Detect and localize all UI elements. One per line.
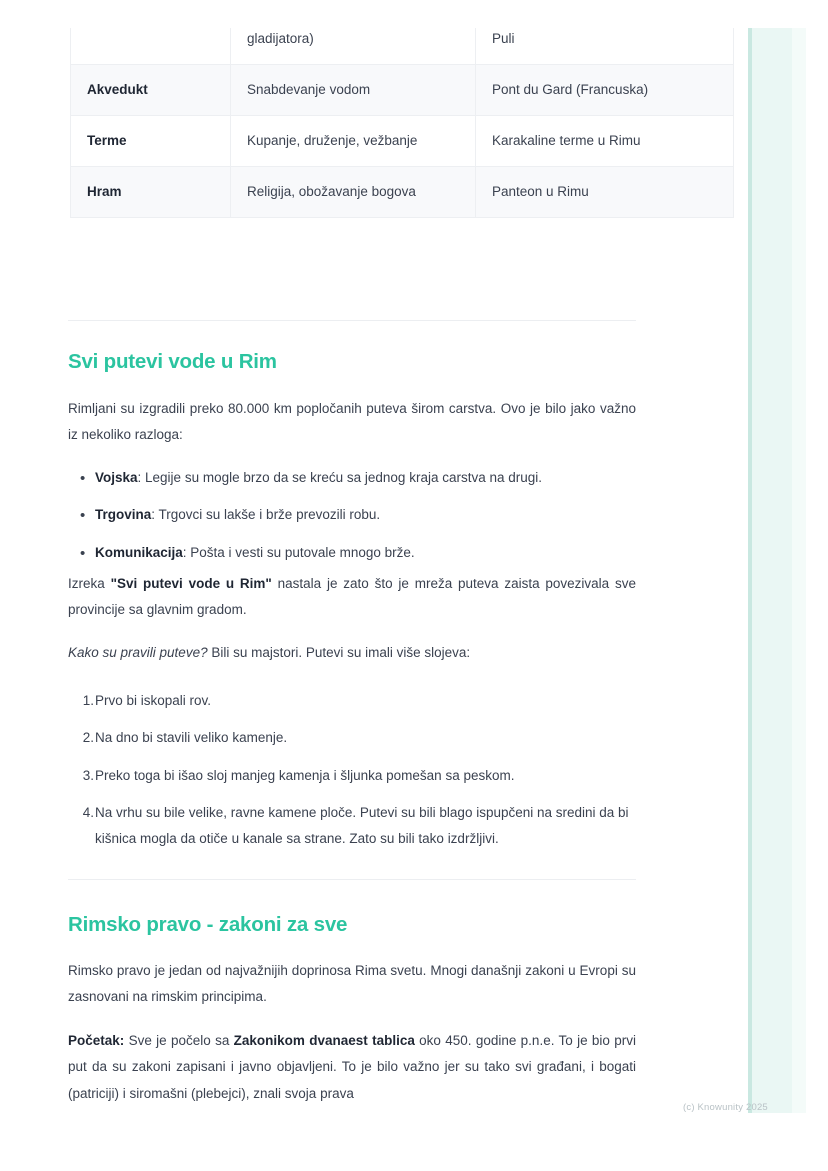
list-item (68, 725, 636, 751)
table-body (71, 28, 734, 217)
horizontal-rule (68, 320, 636, 321)
list-item-label: Trgovina (95, 507, 152, 523)
paragraph-text (68, 1028, 636, 1107)
roads-howto-paragraph (68, 640, 636, 666)
table-cell-purpose: Snabdevanje vodom (231, 65, 476, 116)
table-row (71, 28, 734, 65)
list-item-number: 2. (82, 730, 94, 746)
paragraph-text: Rimljani su izgradili preko 80.000 km popločanih puteva širom carstva. Ovo je bilo jako važno iz nekoliko razloga: (68, 401, 636, 443)
table-cell-term: Akvedukt (71, 65, 231, 116)
bullet-list (68, 465, 636, 566)
law-origin-paragraph (68, 1028, 636, 1107)
list-item (68, 540, 636, 566)
list-item-text: : Pošta i vesti su putovale mnogo brže. (182, 544, 415, 560)
origin-part1: Sve je počelo sa (124, 1033, 234, 1048)
list-item-label: Komunikacija (95, 544, 183, 560)
roads-benefits-list (68, 465, 636, 577)
list-item (68, 800, 636, 853)
divider-law (68, 879, 636, 880)
list-item-text: Prvo bi iskopali rov. (95, 693, 212, 708)
paragraph-text (68, 640, 636, 666)
list-item-text: : Legije su mogle brzo da se kreću sa jednog kraja carstva na drugi. (137, 470, 543, 485)
origin-part2: oko 450. godine p.n.e. To je bio prvi put da su zakoni zapisani i javno objavljeni. To je bilo važno jer su tako svi građani, i bogati (patriciji) i siromašni (plebejci), znali svoja prava (68, 1033, 636, 1101)
table-cell-term: Hram (71, 166, 231, 217)
roads-saying-paragraph (68, 571, 636, 624)
table-cell-example: Panteon u Rimu (476, 166, 734, 217)
table-cell-purpose: Religija, obožavanje bogova (231, 166, 476, 217)
list-item (68, 465, 636, 491)
table-row (71, 65, 734, 116)
saying-quote: "Svi putevi vode u Rim" (110, 576, 272, 591)
law-intro-paragraph (68, 958, 636, 1011)
divider-roads (68, 320, 636, 321)
list-item-number: 3. (82, 767, 94, 783)
list-item-text: Preko toga bi išao sloj manjeg kamenja i šljunka pomešan sa peskom. (95, 767, 515, 783)
list-item-label: Vojska (95, 470, 138, 485)
origin-bold-term: Zakonikom dvanaest tablica (233, 1033, 415, 1048)
saying-suffix: nastala je zato što je mreža puteva zaista povezivala sve provincije sa glavnim gradom. (68, 576, 636, 618)
table-cell-term (71, 28, 231, 65)
table-row (71, 115, 734, 166)
howto-question: Kako su pravili puteve? (68, 645, 208, 660)
horizontal-rule (68, 879, 636, 880)
page-title: Rimsko pravo - zakoni za sve (68, 913, 348, 936)
table-cell-example: Puli (476, 28, 734, 65)
section-roads-heading (68, 350, 636, 374)
copyright-watermark: (c) Knowunity 2025 (683, 1102, 768, 1113)
section-law-heading (68, 913, 636, 937)
saying-prefix: Izreka (68, 576, 111, 591)
right-decorative-band (748, 28, 792, 1113)
roman-buildings-table-wrap (70, 28, 649, 218)
list-item (68, 688, 636, 714)
roads-construction-steps (68, 688, 636, 864)
table-cell-purpose: Kupanje, druženje, vežbanje (231, 115, 476, 166)
table-row (71, 166, 734, 217)
list-item-number: 4. (82, 804, 94, 820)
numbered-list (68, 688, 636, 853)
table-cell-purpose: gladijatora) (231, 28, 476, 65)
howto-rest: Bili su majstori. Putevi su imali više slojeva: (207, 645, 471, 660)
table-cell-term: Terme (71, 115, 231, 166)
table-cell-example: Karakaline terme u Rimu (476, 115, 734, 166)
paragraph-text: Rimsko pravo je jedan od najvažnijih doprinosa Rima svetu. Mnogi današnji zakoni u Evropi su zasnovani na rimskim principima. (68, 963, 636, 1005)
page-title: Svi putevi vode u Rim (68, 350, 277, 373)
list-item (68, 502, 636, 528)
paragraph-text (68, 571, 636, 624)
roads-intro-paragraph (68, 396, 636, 449)
roman-buildings-table (70, 28, 734, 218)
list-item (68, 763, 636, 789)
table-cell-example: Pont du Gard (Francuska) (476, 65, 734, 116)
list-item-number: 1. (82, 693, 94, 708)
list-item-text: Na dno bi stavili veliko kamenje. (95, 730, 288, 746)
right-decorative-band-outer (792, 28, 806, 1113)
list-item-text: : Trgovci su lakše i brže prevozili robu. (151, 507, 381, 523)
list-item-text: Na vrhu su bile velike, ravne kamene ploče. Putevi su bili blago ispupčeni na sredini da bi kišnica mogla da otiče u kanale sa strane. Zato su bili tako izdržljivi. (95, 804, 629, 847)
origin-label: Početak: (68, 1033, 125, 1048)
right-decorative-band-edge (748, 28, 752, 1113)
